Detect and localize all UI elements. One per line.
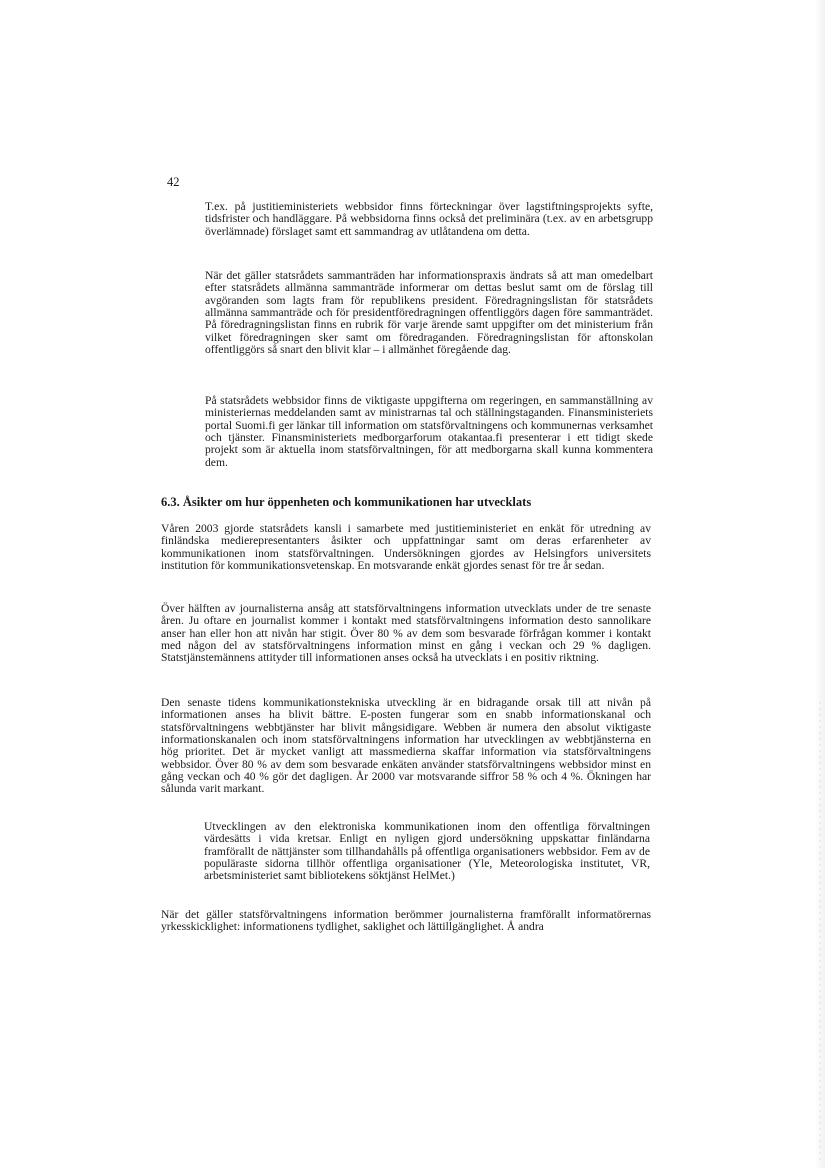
section-heading: 6.3. Åsikter om hur öppenheten och kommunikationen har utvecklats xyxy=(161,495,532,509)
page-number: 42 xyxy=(167,175,180,189)
paragraph-justice-ministry-webpages: T.ex. på justitieministeriets webbsidor finns förteckningar över lagstiftningsprojekts syfte, tidsfrister och handläggare. På webbsidorna finns också det preliminära (t.ex. av en arbetsgrupp överlämnade) förslaget samt ett sammandrag av utlåtandena om detta. xyxy=(205,200,653,238)
paragraph-information-praise: När det gäller statsförvaltningens information berömmer journalisterna framförallt informatörernas yrkesskicklighet: informationens tydlighet, saklighet och lättillgänglighet. Å andra xyxy=(161,908,651,934)
paragraph-electronic-communication-quote: Utvecklingen av den elektroniska kommunikationen inom den offentliga förvaltningen värdesätts i vida kretsar. Enligt en nyligen gjord undersökning uppskattar finländarna framförallt de nättjänster som tillhandahålls på offentliga organisationers webbsidor. Fem av de populäraste sidorna tillhör offentliga organisationer (Yle, Meteorologiska institutet, VR, arbetsministeriet samt bibliotekens söktjänst HelMet.) xyxy=(204,820,650,883)
paragraph-communication-technology: Den senaste tidens kommunikationstekniska utveckling är en bidragande orsak till att nivån på informationen anses ha blivit bättre. E-posten fungerar som en snabb informationskanal och statsförvaltningens webbtjänster har blivit mångsidigare. Webben är numera den absolut viktigaste informationskanalen och inom statsförvaltningens information har utvecklingen av webbtjänsterna en hög prioritet. Det är mycket vanligt att massmedierna skaffar information via statsförvaltningens webbsidor. Över 80 % av dem som besvarade enkäten använder statsförvaltningens webbsidor minst en gång veckan och 40 % gör det dagligen. År 2000 var motsvarande siffror 58 % och 4 %. Ökningen har sålunda varit markant. xyxy=(161,696,651,796)
paragraph-government-webpages: På statsrådets webbsidor finns de viktigaste uppgifterna om regeringen, en sammanställning av ministeriernas meddelanden samt av ministrarnas tal och ställningstaganden. Finansministeriets portal Suomi.fi ger länkar till information om statsförvaltningens och kommunernas verksamhet och tjänster. Finansministeriets medborgarforum otakantaa.fi presenterar i ett tidigt skede projekt som är aktuella inom statsförvaltningen, för att medborgarna skall kunna kommentera dem. xyxy=(205,394,653,469)
scan-edge-dots xyxy=(818,700,822,1160)
paragraph-survey-2003: Våren 2003 gjorde statsrådets kansli i samarbete med justitieministeriet en enkät för utredning av finländska medierepresentanters åsikter och uppfattningar samt om deras erfarenheter av kommunikationen inom statsförvaltningen. Undersökningen gjordes av Helsingfors universitets institution för kommunikationsvetenskap. En motsvarande enkät gjordes senast för tre år sedan. xyxy=(161,522,651,573)
paragraph-government-sessions: När det gäller statsrådets sammanträden har informationspraxis ändrats så att man omedelbart efter statsrådets allmänna sammanträde informerar om dettas beslut samt om de förslag till avgöranden som lagts fram för republikens president. Föredragningslistan för statsrådets allmänna sammanträde och för presidentföredragningen offentliggörs dagen före sammanträdet. På föredragningslistan finns en rubrik för varje ärende samt uppgifter om det ministerium från vilket föredragningen sker samt om föredraganden. Föredragningslistan för aftonskolan offentliggörs så snart den blivit klar – i allmänhet föregående dag. xyxy=(205,269,653,357)
paragraph-journalists-opinion: Över hälften av journalisterna ansåg att statsförvaltningens information utvecklats under de tre senaste åren. Ju oftare en journalist kommer i kontakt med statsförvaltningens information desto sannolikare anser han eller hon att nivån har stigit. Över 80 % av dem som besvarade förfrågan kommer i kontakt med någon del av statsförvaltningens information minst en gång i veckan och 29 % dagligen. Statstjänstemännens attityder till informationen anses också ha utvecklats i en positiv riktning. xyxy=(161,602,651,665)
